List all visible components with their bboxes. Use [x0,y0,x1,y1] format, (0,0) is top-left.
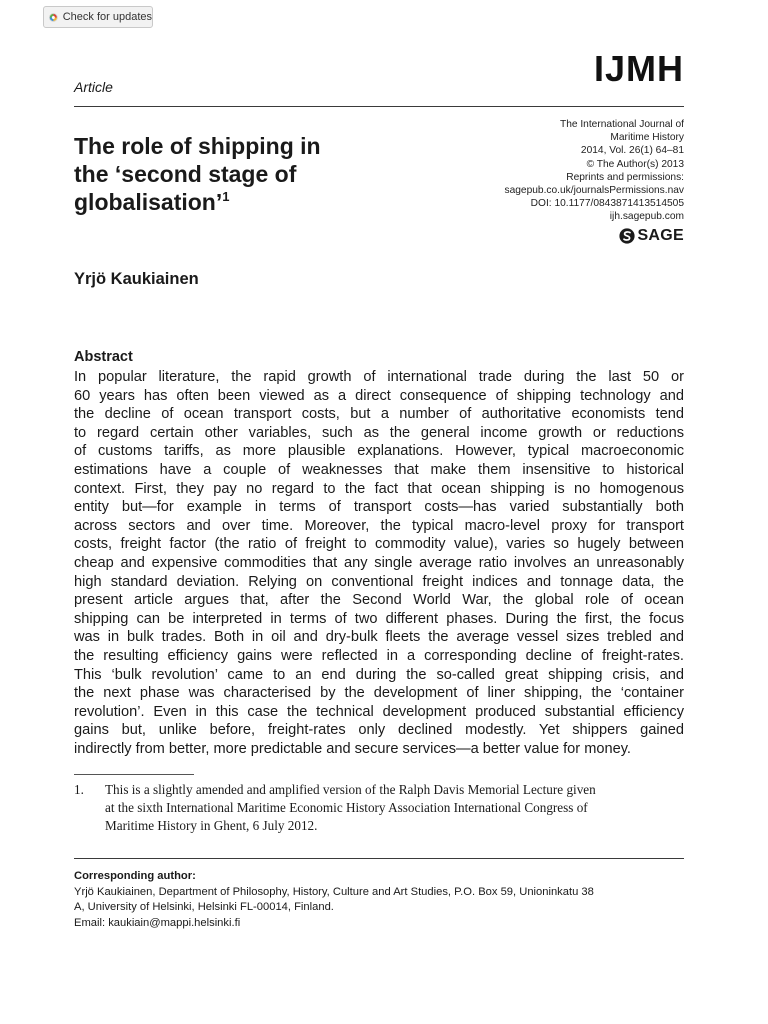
abstract-line: the next phase was characterised by the development of liner shipping, the ‘container [74,685,684,702]
footnote-divider [74,774,194,775]
abstract-line: the decline of ocean transport costs, but a number of authoritative economists tend [74,406,684,423]
abstract-line: estimations have a couple of weaknesses that make them insensitive to historical [74,461,684,478]
header-divider [74,106,684,107]
sage-s-icon [619,228,635,244]
abstract-line: present article argues that, after the Second World War, the global role of ocean [74,592,684,609]
abstract-line: revolution’. Even in this case the technical development produced substantial efficiency [74,703,684,720]
check-for-updates-button[interactable] [43,6,153,28]
corresponding-author-address-2: A, University of Helsinki, Helsinki FL-00014, Finland. [74,901,334,913]
meta-journal-url-link[interactable]: ijh.sagepub.com [609,211,684,223]
footnote-line: Maritime History in Ghent, 6 July 2012. [105,818,318,833]
abstract-body [74,368,684,758]
abstract-line: 60 years has often been viewed as a direct consequence of shipping technology and [74,387,684,404]
title-line-1: The role of shipping in [74,133,321,159]
corresponding-author-heading: Corresponding author: [74,870,196,882]
footnote-line: This is a slightly amended and amplified version of the Ralph Davis Memorial Lecture given [105,782,596,797]
title-line-3: globalisation’ [74,189,223,215]
abstract-line: indirectly from better, more predictable and secure services—a better value for money. [74,740,631,757]
title-line-2: the ‘second stage of [74,161,297,187]
meta-permissions-link[interactable]: sagepub.co.uk/journalsPermissions.nav [504,185,684,197]
footnote-number: 1. [74,782,84,797]
abstract-line: cheap and expensive commodities that any single average ratio involves an unreasonably [74,554,684,571]
meta-volume: 2014, Vol. 26(1) 64–81 [580,145,684,157]
meta-journal-name-2: Maritime History [610,132,684,144]
abstract-line: the resulting efficiency gains were reflected in a corresponding decline of freight-rates. [74,647,684,664]
abstract-line: high standard deviation. Relying on conventional freight indices and tonnage data, the [74,573,684,590]
abstract-line: context. First, they pay no regard to the fact that ocean shipping is no homogenous [74,480,684,497]
title-footnote-marker[interactable]: 1 [222,189,230,204]
corresponding-author-email[interactable]: Email: kaukiain@mappi.helsinki.fi [74,916,241,929]
abstract-line: was in bulk trades. Both in oil and dry-bulk fleets the average vessel sizes trebled and [74,629,684,646]
corresponding-author-block [74,869,686,931]
publication-metadata [504,118,684,224]
journal-logo: IJMH [593,48,684,89]
abstract-line: gains but, unlike before, freight-rates only declined modestly. Yet shippers gained [74,722,684,739]
publisher-logo-text: SAGE [637,227,684,244]
publisher-logo [619,227,684,245]
meta-journal-name-1: The International Journal of [559,119,684,130]
corresponding-author-divider [74,858,684,859]
author-name: Yrjö Kaukiainen [74,270,199,288]
abstract-heading: Abstract [74,349,133,365]
abstract-line: shipping can be interpreted in terms of two different phases. During the first, the focus [74,610,684,627]
abstract-line: In popular literature, the rapid growth of international trade during the last 50 or [74,369,684,385]
abstract-line: This ‘bulk revolution’ came to an end during the so-called great shipping crisis, and [74,666,684,683]
article-type-label: Article [74,79,113,95]
article-title [74,132,404,216]
check-for-updates-label: Check for updates [62,11,152,23]
abstract-line: entity but—for example in terms of transport costs—has varied substantially both [74,499,684,516]
abstract-line: across sectors and over time. Moreover, the typical macro-level proxy for transport [74,517,684,534]
crossmark-icon [49,11,58,24]
footnote-line: at the sixth International Maritime Economic History Association International Congress of [105,800,588,815]
abstract-line: to regard certain other variables, such as the general income growth or reductions [74,424,684,441]
meta-reprints-label: Reprints and permissions: [566,171,684,183]
corresponding-author-address-1: Yrjö Kaukiainen, Department of Philosophy, History, Culture and Art Studies, P.O. Box 59, Unioninkatu 38 [74,885,594,898]
footnote [74,781,686,835]
abstract-line: of customs tariffs, as more plausible explanations. However, typical macroeconomic [74,443,684,460]
abstract-line: costs, freight factor (the ratio of freight to commodity value), varies so hugely between [74,536,684,553]
meta-doi-link[interactable]: DOI: 10.1177/0843871413514505 [530,198,684,210]
meta-copyright: © The Author(s) 2013 [586,158,684,170]
